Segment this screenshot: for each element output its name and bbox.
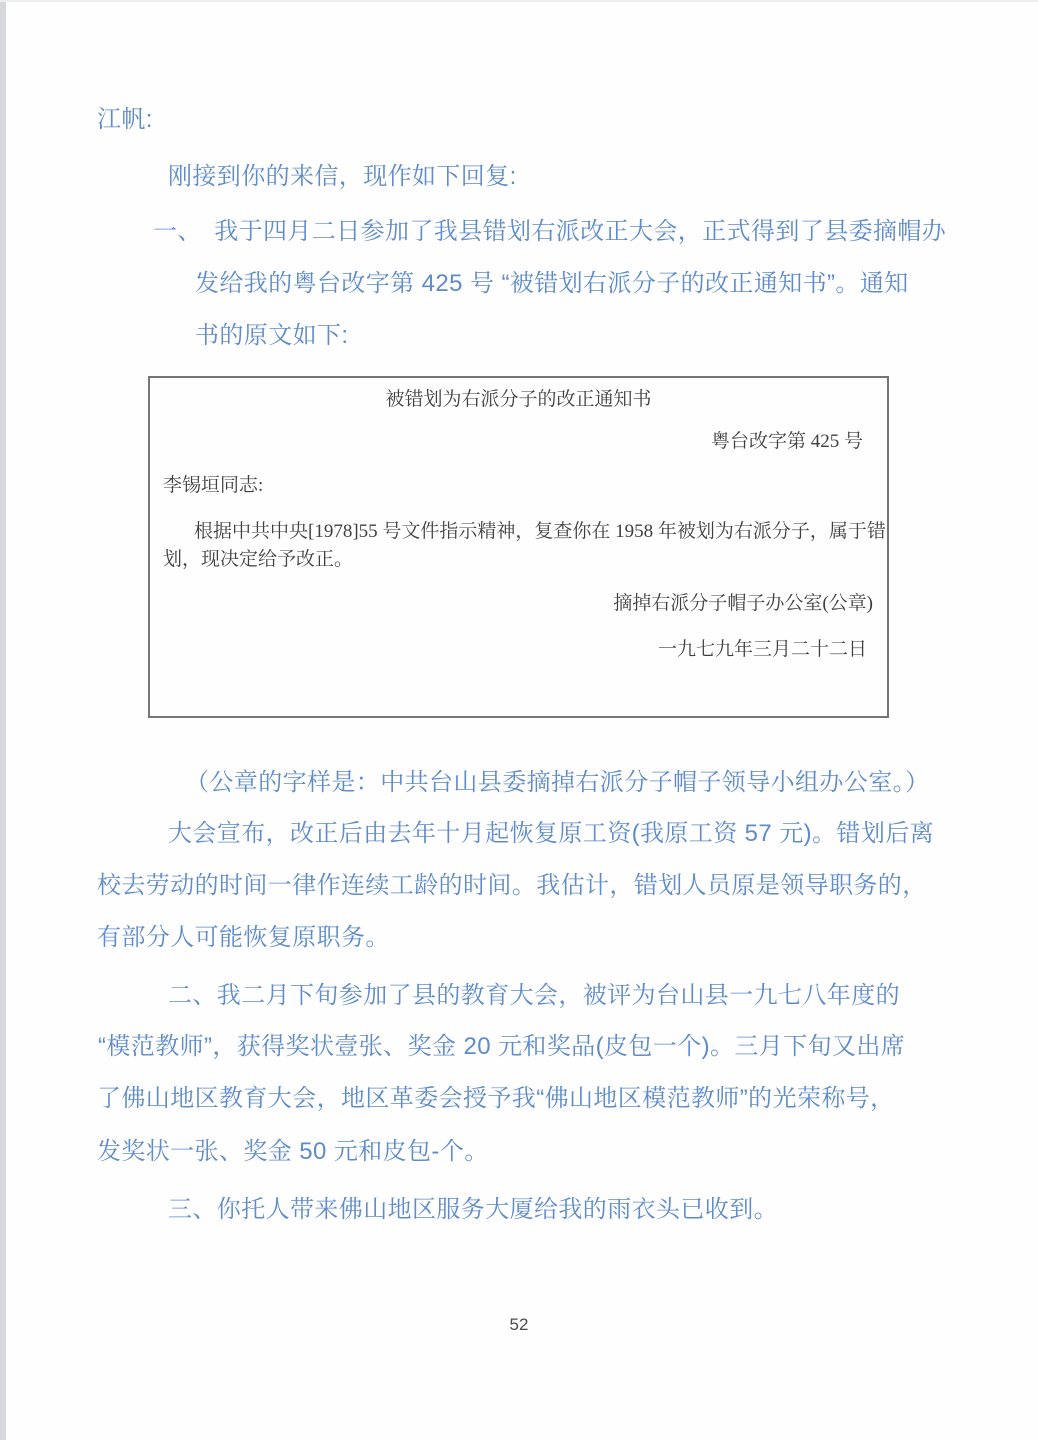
notice-body-line2: 划，现决定给予改正。 [163,549,354,570]
page-top-edge [0,0,1038,2]
letter-paragraph2-line3: 有部分人可能恢复原职务。 [97,924,390,951]
letter-paragraph1-line1: 一、 我于四月二日参加了我县错划右派改正大会，正式得到了县委摘帽办 [153,218,947,245]
letter-paragraph3-line2: “模范教师”，获得奖状壹张、奖金 20 元和奖品(皮包一个)。三月下旬又出席 [98,1033,906,1060]
letter-paragraph1-line2: 发给我的粤台改字第 425 号 “被错划右派分子的改正通知书”。通知 [195,270,909,297]
notice-date: 一九七九年三月二十二日 [657,639,867,660]
letter-paragraph3-line4: 发奖状一张、奖金 50 元和皮包-个。 [97,1138,489,1165]
notice-addressee: 李锡垣同志: [163,475,264,496]
letter-intro: 刚接到你的来信，现作如下回复: [168,163,517,190]
notice-signature: 摘掉右派分子帽子办公室(公章) [613,593,873,614]
letter-paragraph2-line2: 校去劳动的时间一律作连续工龄的时间。我估计，错划人员原是领导职务的， [97,872,927,899]
notice-title: 被错划为右派分子的改正通知书 [385,389,652,410]
page-number: 52 [509,1315,529,1334]
notice-box [148,376,889,718]
letter-paragraph3-line1: 二、我二月下旬参加了县的教育大会，被评为台山县一九七八年度的 [168,982,900,1009]
letter-salutation: 江帆: [97,106,153,133]
letter-seal-note: （公章的字样是：中共台山县委摘掉右派分子帽子领导小组办公室。） [185,769,930,796]
page-left-edge [0,0,6,1440]
letter-paragraph2-line1: 大会宣布，改正后由去年十月起恢复原工资(我原工资 57 元)。错划后离 [168,820,935,847]
letter-paragraph3-line3: 了佛山地区教育大会，地区革委会授予我“佛山地区模范教师”的光荣称号， [97,1085,895,1112]
notice-doc-number: 粤台改字第 425 号 [710,431,863,452]
letter-paragraph4-line1: 三、你托人带来佛山地区服务大厦给我的雨衣头已收到。 [168,1196,778,1223]
letter-paragraph1-line3: 书的原文如下: [195,322,349,349]
notice-body-line1: 根据中共中央[1978]55 号文件指示精神，复查你在 1958 年被划为右派分子，属于错 [194,521,886,542]
